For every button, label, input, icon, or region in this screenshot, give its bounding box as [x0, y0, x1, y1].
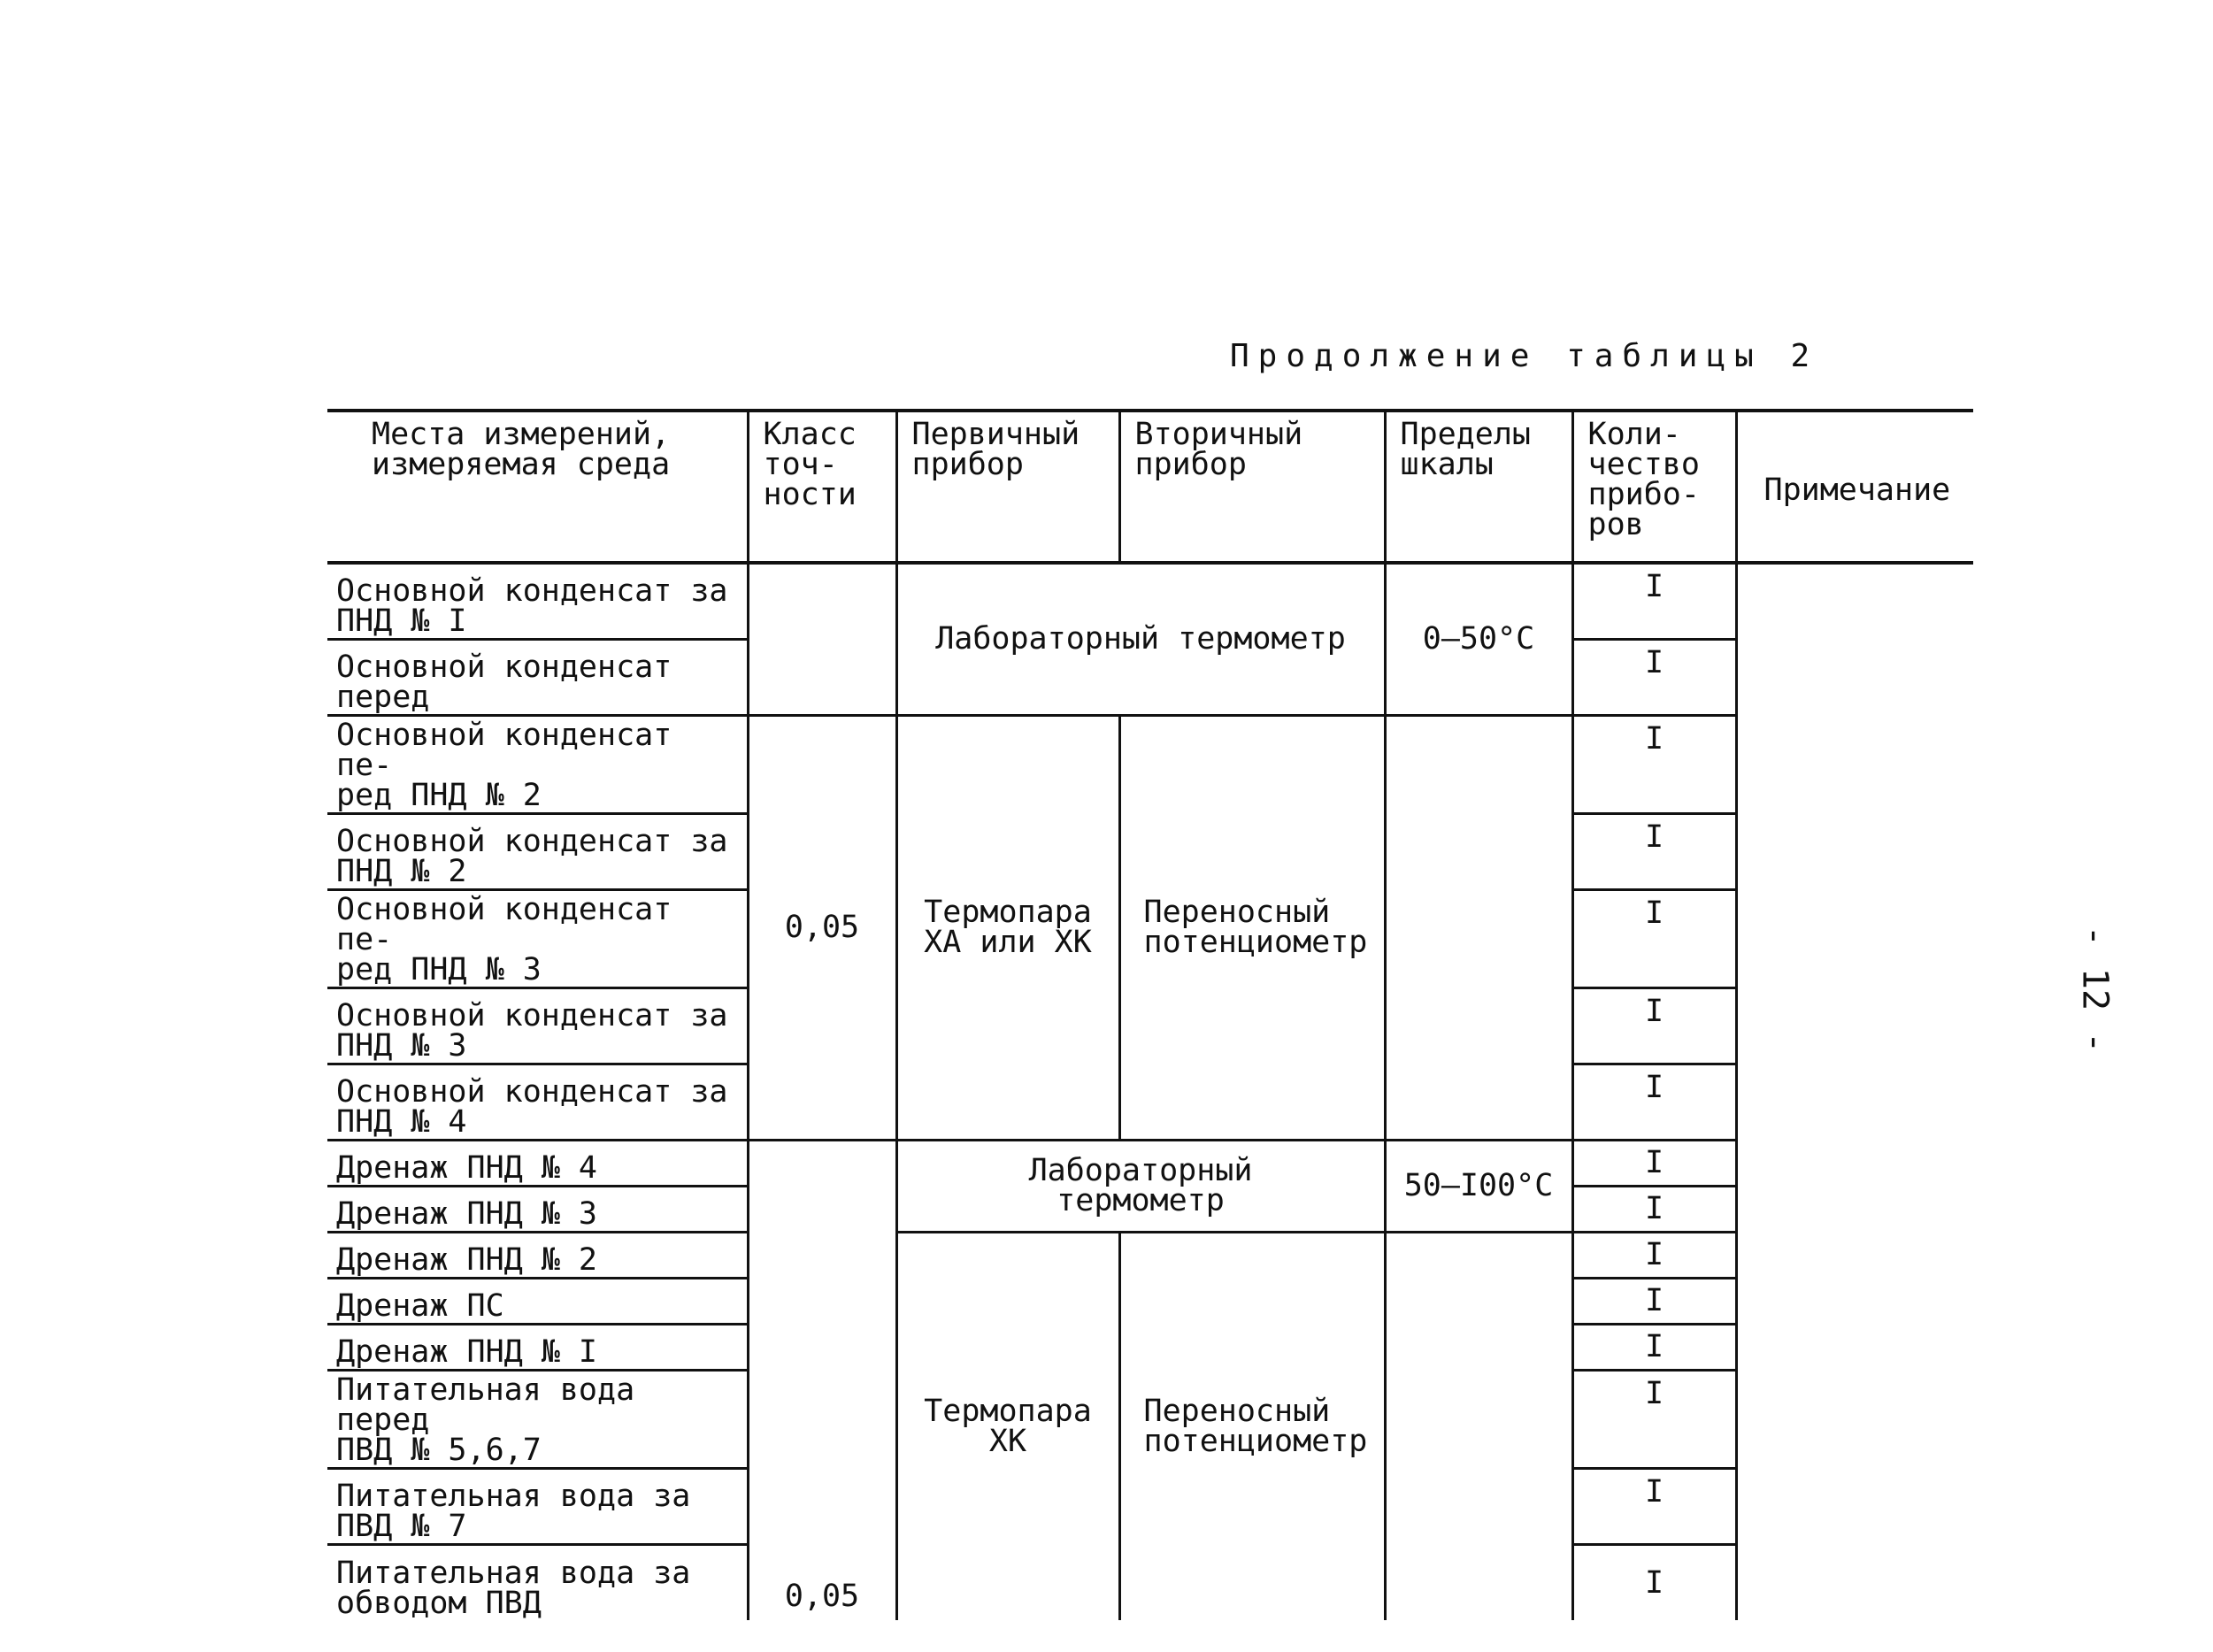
cell-quantity: I	[1572, 1186, 1736, 1232]
cell-scale-empty	[1385, 715, 1572, 1140]
cell-scale-empty	[1385, 1232, 1572, 1620]
cell-quantity: I	[1572, 987, 1736, 1064]
header-note: Примечание	[1736, 411, 1973, 563]
cell-location: Дренаж ПС	[327, 1278, 748, 1324]
cell-quantity: I	[1572, 1278, 1736, 1324]
header-location: Места измерений, измеряемая среда	[327, 411, 748, 563]
cell-secondary: Переносный потенциометр	[1119, 1232, 1385, 1620]
cell-primary: Термопара ХК	[896, 1232, 1119, 1620]
cell-location: Основной конденсат пе- ред ПНД № 3	[327, 889, 748, 987]
cell-quantity: I	[1572, 1544, 1736, 1620]
cell-quantity: I	[1572, 1064, 1736, 1140]
cell-instrument: Лабораторный термометр	[896, 563, 1385, 715]
table-caption: Продолжение таблицы 2	[1230, 338, 1819, 374]
cell-location: Основной конденсат за ПНД № 4	[327, 1064, 748, 1140]
cell-location: Основной конденсат перед	[327, 639, 748, 715]
header-accuracy: Класс точ- ности	[748, 411, 896, 563]
cell-location: Питательная вода перед ПВД № 5,6,7	[327, 1370, 748, 1468]
cell-location: Питательная вода за ПВД № 7	[327, 1468, 748, 1544]
cell-quantity: I	[1572, 889, 1736, 987]
page-number: - 12 -	[2074, 925, 2116, 1054]
cell-scale: 0–50°С	[1385, 563, 1572, 715]
header-quantity: Коли- чество прибо- ров	[1572, 411, 1736, 563]
cell-location: Основной конденсат за ПНД № 3	[327, 987, 748, 1064]
cell-quantity: I	[1572, 563, 1736, 639]
cell-accuracy-empty	[748, 563, 896, 715]
cell-note	[1736, 563, 1973, 1620]
cell-scale: 50–I00°С	[1385, 1140, 1572, 1232]
table-row	[327, 715, 1973, 813]
header-scale: Пределы шкалы	[1385, 411, 1572, 563]
header-primary: Первичный прибор	[896, 411, 1119, 563]
table-row	[327, 563, 1973, 639]
cell-quantity: I	[1572, 1370, 1736, 1468]
cell-location: Питательная вода за обводом ПВД	[336, 1556, 691, 1621]
cell-location: Основной конденсат пе- ред ПНД № 2	[327, 715, 748, 813]
cell-location: Основной конденсат за ПНД № I	[327, 563, 748, 639]
cell-accuracy: 0,05	[748, 1140, 896, 1620]
cell-quantity: I	[1572, 1140, 1736, 1186]
cell-primary: Термопара ХА или ХК	[896, 715, 1119, 1140]
header-secondary: Вторичный прибор	[1119, 411, 1385, 563]
cell-location: Дренаж ПНД № 3	[327, 1186, 748, 1232]
cell-instrument: Лабораторный термометр	[896, 1140, 1385, 1232]
cell-location: Дренаж ПНД № 2	[327, 1232, 748, 1278]
cell-quantity: I	[1572, 1232, 1736, 1278]
cell-quantity: I	[1572, 1468, 1736, 1544]
measurement-table	[327, 409, 1973, 1620]
header-row	[327, 411, 1973, 563]
cell-quantity: I	[1572, 715, 1736, 813]
cell-secondary: Переносный потенциометр	[1119, 715, 1385, 1140]
table-row	[327, 1232, 1973, 1278]
table-row	[327, 1140, 1973, 1186]
cell-accuracy: 0,05	[748, 715, 896, 1140]
cell-location: Основной конденсат за ПНД № 2	[327, 813, 748, 889]
cell-location: Дренаж ПНД № 4	[327, 1140, 748, 1186]
cell-quantity: I	[1572, 1324, 1736, 1370]
cell-location: Дренаж ПНД № I	[327, 1324, 748, 1370]
cell-quantity: I	[1572, 639, 1736, 715]
cell-quantity: I	[1572, 813, 1736, 889]
